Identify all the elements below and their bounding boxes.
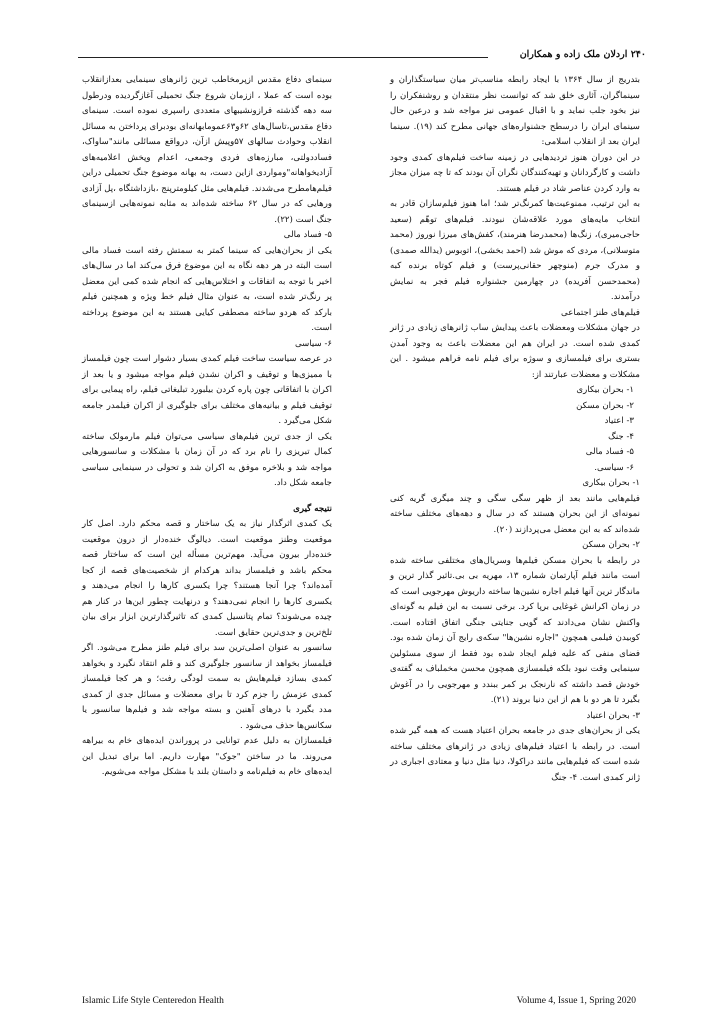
paragraph: در رابطه با بحران مسکن فیلم‌ها وسریال‌های مختلفی ساخته شده است مانند فیلم آپارتمان شماره ۱۳، مهریه بی بی.تاثیر گذار ترین و ماندگار ترین آنها فیلم اجاره نشین‌ها ساخته داریوش مهرجویی است که در زمان اکرانش غوغایی برپا کرد. برخی نسبت به این فیلم به گونه‌ای واکنش نشان می‌دادند که گویی جنایتی جنگی اتفاق افتاده است. کوبیدن فیلمی همچون "اجاره نشین‌ها" سکه‌ی رایج آن زمان شده بود. فضای منفی که علیه فیلم ایجاد شده بود فقط از سوی مسئولین سینمایی وقت نبود بلکه فیلمسازی همچون محسن مخملباف به گفته‌ی خودش قصد داشته که نارنجک بر کمر ببندد و مهرجویی را در آغوش بگیرد تا هر دو با هم از این دنیا بروند (۲۱). bbox=[390, 555, 640, 705]
paragraph: در این دوران هنوز تردیدهایی در زمینه ساخت فیلم‌های کمدی وجود داشت و کارگردانان و تهیه‌کنندگان نگران آن بودند که تا چه میزان مجاز به وارد کردن عناصر شاد در فیلم هستند. bbox=[390, 152, 640, 194]
section-heading: فیلم‌های طنز اجتماعی bbox=[561, 307, 640, 318]
journal-name: Islamic Life Style Centeredon Health bbox=[82, 996, 224, 1006]
paragraph: سینمای دفاع مقدس ازپرمخاطب ترین ژانرهای سینمایی بعدازانقلاب بوده است که عملا ، اززمان شروع جنگ تحمیلی آغازگردیده ودرطول سه دهه گذشته فرازونشیبهای متعددی راسپری نموده است. سینمای دفاع مقدس،تاسال‌های ۶۲و۶۳عمومابهانه‌ای بودبرای پرداختن به مسائل انقلاب وحوادث سالهای ۵۷وپیش ازآن، درواقع مسائلی مانند"ساواک، فساددولتی، مبارزه‌های فردی وجمعی، اعدام وپخش اعلامیه‌های آزادیخواهانه"ومواردی ازاین دست، به بهانه موضوع جنگ تحمیلی دراین فیلم‌هامطرح می‌شدند. فیلم‌هایی مثل کیلومترپنج ،بازداشتگاه ،پل آزادی ورهایی که در سال ۶۲ ساخته شده‌اند به مثابه نمونه‌هایی ازسینمای جنگ است (۲۲). bbox=[82, 75, 332, 225]
running-title: ۲۴۰ اردلان ملک زاده و همکاران bbox=[519, 49, 646, 60]
header-rule bbox=[78, 57, 488, 58]
right-column bbox=[390, 73, 640, 786]
paragraph: فیلمسازان به دلیل عدم توانایی در پروراندن ایده‌های خام به بیراهه می‌روند. ما در ساختن "جوک" مهارت داریم. اما برای تبدیل این ایده‌های خام به فیلم‌نامه و داستان بلند با مشکل مواجه می‌شویم. bbox=[82, 736, 332, 777]
paragraph: به این ترتیب، ممنوعیت‌ها کمرنگ‌تر شد؛ اما هنوز فیلم‌سازان قادر به انتخاب مایه‌های مورد علاقه‌شان نبودند. فیلم‌های توهّم (سعید حاجی‌میری)، زنگ‌ها (محمدرضا هنرمند)، کفش‌های میرزا نوروز (محمد متوسلانی)، مردی که موش شد (احمد بخشی)، اتوبوس (یدالله صمدی) و مدرک جرم (منوچهر حقانی‌پرست) و فیلم کوتاه برنده کبه (محمدحسن آفریده) در چهارمین جشنواره فیلم فجر به نمایش درآمدند. bbox=[390, 199, 640, 302]
list-item: ۵- فساد مالی bbox=[585, 447, 634, 457]
list-item: ۲- بحران مسکن bbox=[576, 400, 634, 411]
conclusion-heading: نتیجه گیری bbox=[293, 503, 332, 514]
paragraph: در عرصه سیاست ساخت فیلم کمدی بسیار دشوار است چون فیلمساز با ممیزی‌ها و توقیف و اکران نشدن فیلم مواجه میشود و یا بعد از اکران با اتفاقاتی چون پاره کردن بیلبورد تبلیغاتی فیلم، راه پیمایی برای توقیف فیلم و بیانیه‌های مختلف برای جلوگیری از اکران فیلمدر جامعه شکل می‌گیرد . bbox=[82, 354, 332, 426]
subsection-title: ۳- بحران اعتیاد bbox=[586, 710, 640, 721]
list-item: ۶- سیاسی. bbox=[594, 462, 634, 473]
paragraph: فیلم‌هایی مانند بعد از ظهر سگی سگی و چند میگری گریه کنی نمونه‌ای از این بحران هستند که در سال و دهه‌های مختلف ساخته شده‌اند که به این معضل می‌پردازند (۲۰). bbox=[390, 493, 640, 535]
left-column bbox=[82, 73, 332, 781]
subsection-title: ۱- بحران بیکاری bbox=[582, 478, 640, 488]
subsection-title: ۶- سیاسی bbox=[294, 338, 332, 349]
volume-info: Volume 4, Issue 1, Spring 2020 bbox=[516, 996, 636, 1006]
page-footer bbox=[78, 996, 646, 1010]
subsection-title: ۵- فساد مالی bbox=[283, 230, 332, 240]
paragraph: یک کمدی اثرگذار نیاز به یک ساختار و قصه محکم دارد. اصل کار موقعیت وطنز موقعیت است. دیالوگ خنده‌دار از درون موقعیت خنده‌دار بیرون می‌آید. مهم‌ترین مسأله این است که ساختار قصه محکم باشد و فیلمساز بداند هرکدام از شخصیت‌های قصه از کجا آمده‌اند؟ چرا آنجا هستند؟ چرا یکسری کارها را انجام می‌دهند و یکسری کارها را انجام نمی‌دهند؟ و درنهایت چطور این‌ها در کنار هم چیده می‌شوند؟ تمام پتانسیل کمدی که تاثیرگذارترین ابزار برای بیان تلخ‌ترین و جدی‌ترین حقایق است. bbox=[82, 519, 332, 638]
paragraph: یکی از بحران‌های جدی در جامعه بحران اعتیاد هست که همه گیر شده است. در رابطه با اعتیاد فیلم‌های زیادی در ژانرهای مختلف ساخته شده است که فیلم‌هایی مانند دراکولا، دنیا مثل دنیا و معتادی اجباری در ژانر کمدی است. ۴- جنگ bbox=[390, 726, 640, 783]
problem-list bbox=[390, 383, 640, 476]
list-item: ۴- جنگ bbox=[608, 431, 634, 442]
list-item: ۱- بحران بیکاری bbox=[576, 385, 634, 395]
paragraph: یکی از بحران‌هایی که سینما کمتر به سمتش رفته است فساد مالی است البته در هر دهه نگاه به این موضوع فرق می‌کند اما در سال‌های اخیر با توجه به اتفاقات و اختلاس‌هایی که انجام شده کمی این معضل پر رنگ‌تر شده است، به عنوان مثال فیلم خط ویژه و همچنین فیلم بارکد که هردو ساخته مصطفی کیایی هستند به این موضوع پرداخته است. bbox=[82, 245, 332, 333]
paragraph: یکی از جدی ترین فیلم‌های سیاسی می‌توان فیلم مارمولک ساخته کمال تبریزی را نام برد که در آن زمان با مشکلات و سانسورهایی مواجه شد و بلاخره موفق به اکران شد و تحولی در سینمایی سیاسی جامعه شکل داد. bbox=[82, 431, 332, 488]
list-item: ۳- اعتیاد bbox=[604, 416, 634, 426]
paragraph: سانسور به عنوان اصلی‌ترین سد برای فیلم طنز مطرح می‌شود. اگر فیلمساز بخواهد از سانسور جلوگیری کند و قلم انتقاد نگیرد و بخواهد کمدی بسازد فیلم‌هایش به سمت لودگی رفت؛ و هر کجا فیلمساز کمدی عزمش را جزم کرد تا برای معضلات و مسائل جدی از کمدی مدد بگیرد با درهای آهنین و بسته مواجه شد و فیلم‌ها سانسور یا سکانس‌ها حذف می‌شود . bbox=[82, 643, 332, 731]
paragraph: بتدریج از سال ۱۳۶۴ با ایجاد رابطه مناسب‌تر میان سیاستگذاران و سینماگران، آثاری خلق شد که توانست نظر منتقدان و روشنفکران را نیز بخود جلب نماید و با اقبال عمومی نیز مواجه شد و درعین حال سینمای ایران را درسطح جشنواره‌های جهانی مطرح کند (۱۹). سینما ایران بعد از انقلاب اسلامی: bbox=[390, 75, 640, 147]
paragraph: در جهان مشکلات ومعضلات باعث پیدایش ساب ژانرهای زیادی در ژانر کمدی شده است. در ایران هم این معضلات باعث به وجود آمدن بستری برای فیلمسازی و سوژه برای فیلم نامه فراهم میشود . این مشکلات و معضلات عبارتند از: bbox=[390, 323, 640, 380]
running-header bbox=[78, 49, 646, 60]
subsection-title: ۲- بحران مسکن bbox=[582, 540, 640, 550]
